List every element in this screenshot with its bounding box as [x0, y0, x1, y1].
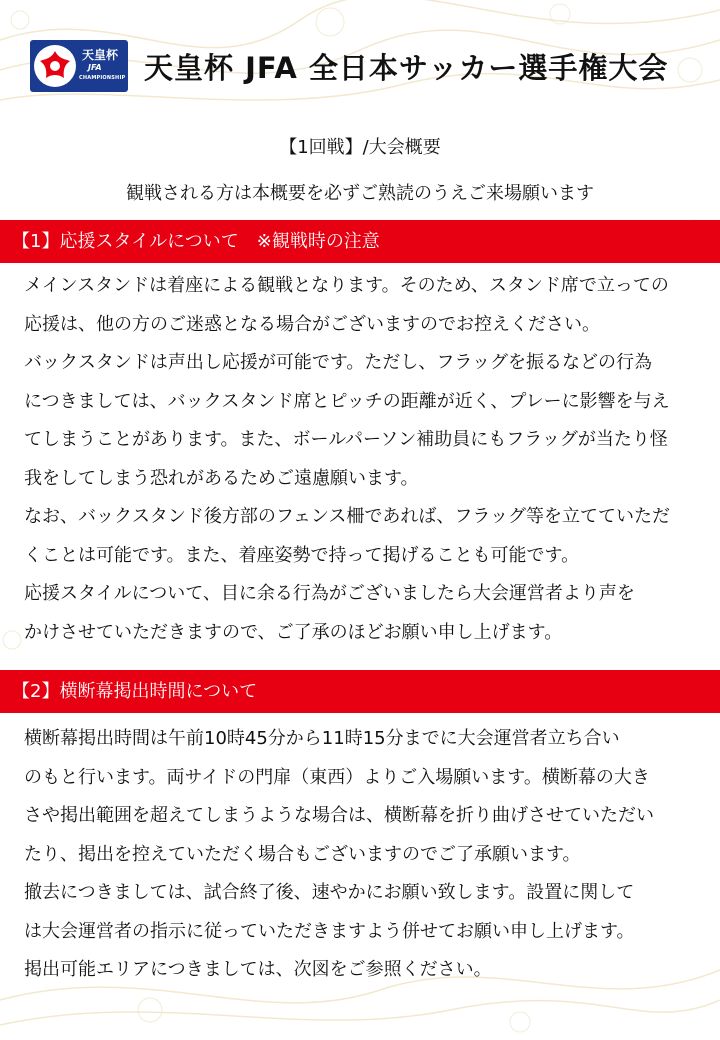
logo-text-main: 天皇杯: [82, 48, 119, 62]
emperors-cup-logo: [30, 40, 128, 92]
text-line: たり、掲出を控えていただく場合もございますのでご了承願います。: [24, 843, 581, 865]
logo-text-championship: CHAMPIONSHIP: [79, 75, 126, 81]
page-header: [0, 0, 720, 120]
text-line: のもと行います。両サイドの門扉（東西）よりご入場願います。横断幕の大き: [24, 766, 650, 788]
text-line: てしまうことがあります。また、ボールパーソン補助員にもフラッグが当たり怪: [24, 429, 668, 450]
section-header-banner-time: 【2】横断幕掲出時間について: [0, 670, 720, 713]
text-line: 横断幕掲出時間は午前10時45分から11時15分までに大会運営者立ち合い: [24, 728, 620, 749]
document-heading: 【1回戦】/大会概要: [279, 137, 441, 158]
text-line: メインスタンドは着座による観戦となります。そのため、スタンド席で立っての: [24, 275, 669, 296]
text-line: 我をしてしまう恐れがあるためご遠慮願います。: [24, 467, 419, 489]
soccer-ball-icon: [34, 45, 76, 87]
text-line: なお、バックスタンド後方部のフェンス柵であれば、フラッグ等を立てていただ: [24, 506, 671, 527]
text-line: かけさせていただきますので、ご了承のほどお願い申し上げます。: [24, 621, 563, 643]
section-body-support-style: [24, 267, 714, 652]
text-line: さや掲出範囲を超えてしまうような場合は、横断幕を折り曲げさせていただい: [24, 805, 654, 826]
text-line: 掲出可能エリアにつきましては、次図をご参照ください。: [24, 959, 492, 980]
logo-text-jfa: JFA: [88, 63, 102, 72]
text-line: 応援は、他の方のご迷惑となる場合がございますのでお控えください。: [24, 313, 600, 335]
text-line: くことは可能です。また、着座姿勢で持って掲げることも可能です。: [24, 544, 580, 566]
text-line: バックスタンドは声出し応援が可能です。ただし、フラッグを振るなどの行為: [24, 352, 653, 373]
text-line: 応援スタイルについて、目に余る行為がございましたら大会運営者より声を: [24, 583, 635, 604]
text-line: 撤去につきましては、試合終了後、速やかにお願い致します。設置に関して: [24, 882, 635, 903]
section-body-banner-time: [24, 720, 714, 990]
section-header-support-style: 【1】応援スタイルについて ※観戦時の注意: [0, 220, 720, 263]
text-line: は大会運営者の指示に従っていただきますよう併せてお願い申し上げます。: [24, 920, 635, 942]
document-subheading: 観戦される方は本概要を必ずご熟読のうえご来場願います: [126, 183, 594, 204]
text-line: につきましては、バックスタンド席とピッチの距離が近く、プレーに影響を与え: [24, 390, 670, 412]
page-title: 天皇杯 JFA 全日本サッカー選手権大会: [144, 51, 669, 85]
